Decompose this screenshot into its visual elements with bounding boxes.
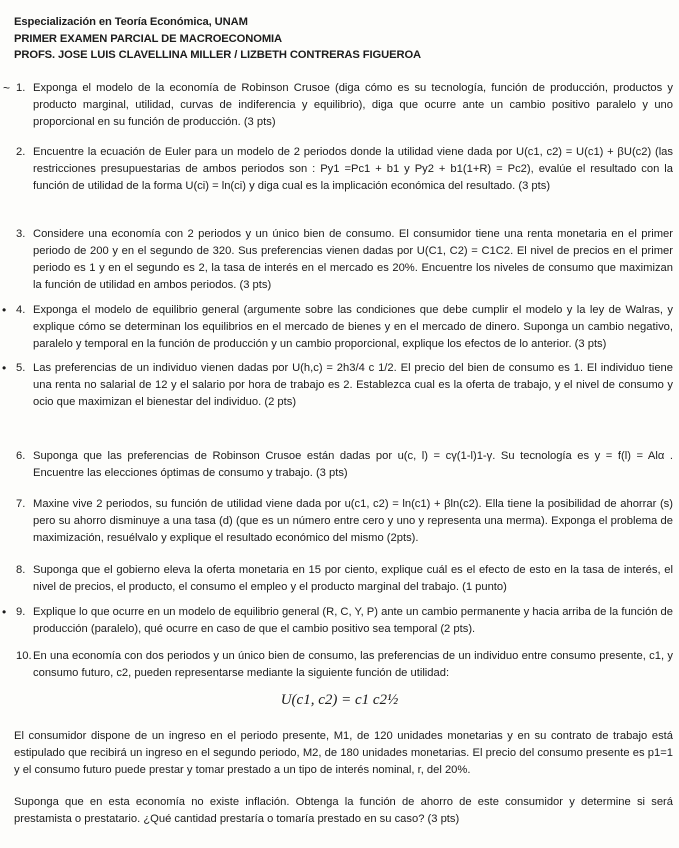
question-number: 5. (16, 362, 26, 374)
margin-mark: • (2, 303, 7, 317)
question-6 (16, 448, 673, 482)
exam-header (14, 14, 421, 64)
question-text: Encuentre la ecuación de Euler para un modelo de 2 periodos donde la utilidad viene dada por U(c1, c2) = U(c1) + βU(c2) (las restricciones presupuestarias de ambos periodos son : Py1 =Pc1 + b1 y Py2 + b1(1+R) = Pc2), evalúe el resultado con la función de utilidad de la forma U(ci) = ln(ci) y diga cual es la implicación económica del resultado. (3 pts) (33, 146, 673, 192)
question-text: Suponga que el gobierno eleva la oferta monetaria en 15 por ciento, explique cuál es el efecto de esto en la tasa de interés, el nivel de precios, el producto, el consumo el empleo y el producto marginal del trabajo. (1 punto) (33, 564, 673, 593)
question-3 (16, 226, 673, 294)
header-institution: Especialización en Teoría Económica, UNAM (14, 16, 248, 28)
paragraph-instructions: Suponga que en esta economía no existe inflación. Obtenga la función de ahorro de este consumidor y determine si será prestamista o prestatario. ¿Qué cantidad prestaría o tomaría prestado en su caso? (3 pts) (14, 796, 673, 825)
question-text: Las preferencias de un individuo vienen dadas por U(h,c) = 2h3/4 c 1/2. El precio del bien de consumo es 1. El individuo tiene una renta no salarial de 12 y el salario por hora de trabajo es 2. Establezca cual es la oferta de trabajo, y el nivel de consumo y ocio que maximizan el bienestar del individuo. (2 pts) (33, 362, 673, 408)
question-text: Exponga el modelo de la economía de Robinson Crusoe (diga cómo es su tecnología, función de producción, productos y producto marginal, utilidad, curvas de indiferencia y equilibrio), diga que ocurre ante un cambio positivo paralelo y uno proporcional en su función de producción. (3 pts) (33, 82, 673, 128)
question-4 (2, 302, 673, 353)
question-text: En una economía con dos periodos y un único bien de consumo, las preferencias de un individuo entre consumo presente, c1, y consumo futuro, c2, pueden representarse mediante la siguiente función de utilidad: (33, 650, 673, 679)
question-9 (2, 604, 673, 638)
question-number: 9. (16, 606, 26, 618)
header-professors: PROFS. JOSE LUIS CLAVELLINA MILLER / LIZBETH CONTRERAS FIGUEROA (14, 49, 422, 61)
question-2 (16, 144, 673, 195)
question-number: 8. (16, 564, 26, 576)
margin-mark: ~ (3, 81, 11, 95)
question-number: 2. (16, 146, 26, 158)
question-number: 4. (16, 304, 26, 316)
question-10 (16, 648, 673, 682)
question-number: 1. (16, 82, 26, 94)
question-text: Suponga que las preferencias de Robinson Crusoe están dadas por u(c, l) = cγ(1-l)1-γ. Su tecnología es y = f(l) = Alα . Encuentre las elecciones óptimas de consumo y trabajo. (3 pts) (33, 450, 673, 479)
header-exam-title: PRIMER EXAMEN PARCIAL DE MACROECONOMIA (14, 32, 283, 45)
margin-mark: • (2, 361, 7, 375)
utility-formula: U(c1, c2) = c1 c2½ (280, 692, 399, 708)
question-number: 10. (16, 650, 32, 662)
question-text: Exponga el modelo de equilibrio general (argumente sobre las condiciones que debe cumplir el modelo y la ley de Walras, y explique cómo se determinan los equilibrios en el mercado de bienes y en el mercado de dinero. Suponga un cambio negativo, paralelo y temporal en la función de producción y un cambio proporcional, explique los efectos de lo anterior. (3 pts) (33, 304, 673, 350)
question-number: 3. (16, 228, 26, 240)
question-text: Considere una economía con 2 periodos y un único bien de consumo. El consumidor tiene una renta monetaria en el primer periodo de 200 y en el segundo de 320. Sus preferencias vienen dadas por U(C1, C2) = C1C2. El nivel de precios en el primer periodo es 1 y en el segundo es 2, la tasa de interés en el mercado es 20%. Encuentre los niveles de consumo que maximizan la función de utilidad en ambos periodos. (3 pts) (33, 228, 673, 291)
question-text: Maxine vive 2 periodos, su función de utilidad viene dada por u(c1, c2) = ln(c1) + βln(c2). Ella tiene la posibilidad de ahorrar (s) pero su ahorro disminuye a una tasa (d) (que es un número entre cero y uno y representa una merma). Exponga el problema de maximización, resuélvalo y explique el resultado económico del mismo (2pts). (33, 498, 673, 544)
question-7 (16, 496, 673, 547)
question-5 (2, 360, 673, 411)
margin-mark: • (2, 605, 7, 619)
question-number: 7. (16, 498, 26, 510)
paragraph-income: El consumidor dispone de un ingreso en el periodo presente, M1, de 120 unidades monetarias y en su contrato de trabajo está estipulado que recibirá un ingreso en el segundo periodo, M2, de 180 unidades monetarias. El precio del consumo presente es p1=1 y el consumo futuro puede prestar y tomar prestado a un tipo de interés nominal, r, del 20%. (14, 730, 673, 776)
question-text: Explique lo que ocurre en un modelo de equilibrio general (R, C, Y, P) ante un cambio permanente y hacia arriba de la función de producción (paralelo), qué ocurre en caso de que el cambio positivo sea temporal (2 pts). (33, 606, 673, 635)
question-8 (16, 562, 673, 596)
question-1 (3, 80, 673, 131)
question-number: 6. (16, 450, 26, 462)
